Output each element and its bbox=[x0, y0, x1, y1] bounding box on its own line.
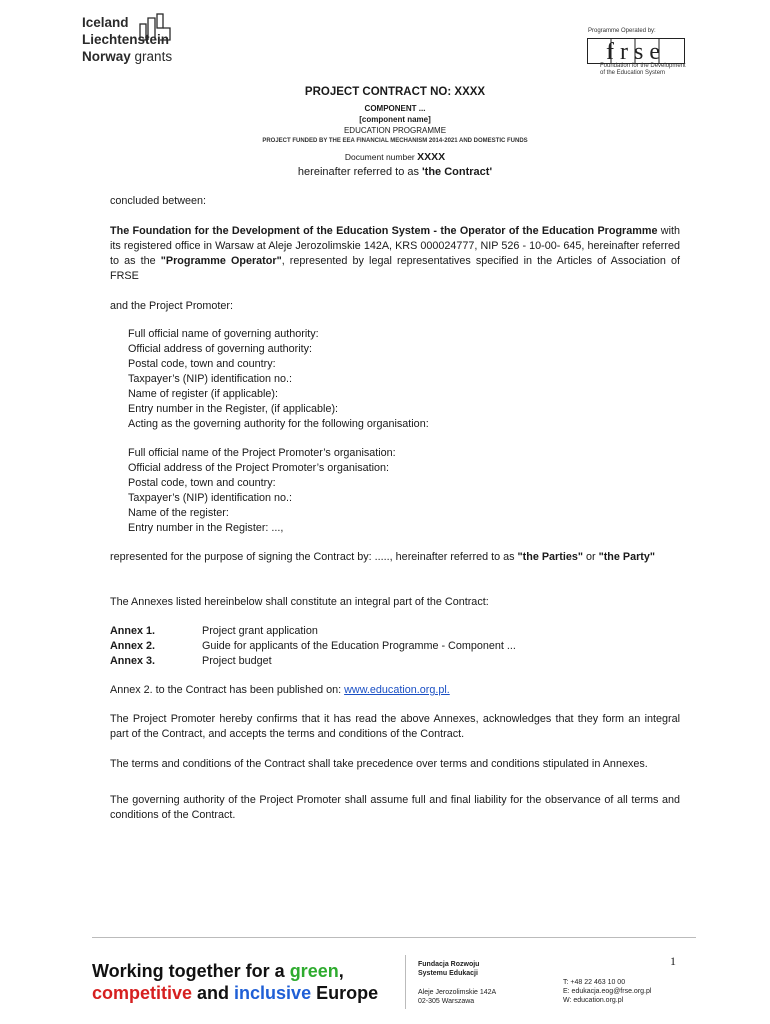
footer-website[interactable]: W: education.org.pl bbox=[563, 997, 624, 1004]
concluded-between: concluded between: bbox=[110, 195, 207, 207]
precedence-paragraph: The terms and conditions of the Contract shall take precedence over terms and conditions stipulated in Annexes. bbox=[110, 758, 648, 770]
frse-logo-icon bbox=[587, 38, 685, 64]
component-line: COMPONENT ... bbox=[364, 104, 426, 113]
operator-name: The Foundation for the Development of the Education System - the Operator of the Education Programme bbox=[110, 225, 658, 237]
liability-paragraph: The governing authority of the Project Promoter shall assume full and final liability for the observance of all terms and conditions of the Contract. bbox=[110, 794, 680, 821]
form-field-label: Taxpayer’s (NIP) identification no.: bbox=[128, 492, 293, 504]
confirmation-paragraph: The Project Promoter hereby confirms that it has read the above Annexes, acknowledges that they form an integral part of the Contract, and accepts the terms and conditions of the Contract. bbox=[110, 713, 680, 740]
frse-logo-text: frse bbox=[606, 39, 666, 64]
annex-value: Project grant application bbox=[202, 625, 318, 637]
form-field-label: Entry number in the Register, (if applicable): bbox=[128, 403, 339, 415]
footer-org-name: Fundacja Rozwoju Systemu Edukacji bbox=[418, 961, 480, 977]
eea-line-norway: Norway grants bbox=[82, 49, 173, 64]
form-field-label: Entry number in the Register: ..., bbox=[128, 522, 284, 534]
published-paragraph: Annex 2. to the Contract has been published on: www.education.org.pl. bbox=[110, 684, 450, 696]
footer-contact bbox=[563, 978, 651, 1005]
form-field-label: Name of the register: bbox=[128, 507, 229, 519]
annex-key: Annex 1. bbox=[110, 625, 156, 637]
eea-grants-mark-icon bbox=[138, 12, 172, 42]
form-field-label: Name of register (if applicable): bbox=[128, 388, 279, 400]
footer-separator bbox=[405, 955, 406, 1009]
footer-address: Aleje Jerozolimskie 142A 02-305 Warszawa bbox=[418, 989, 497, 1005]
footer-email[interactable]: E: edukacja.eog@frse.org.pl bbox=[563, 988, 652, 995]
component-name: [component name] bbox=[359, 115, 431, 124]
operator-paragraph: The Foundation for the Development of the Education System - the Operator of the Education Programme with its registered office in Warsaw at Aleje Jerozolimskie 142A, KRS 000024777, NIP 526 - 10-00- 645, hereinafter referred to as the "Programme Operator", represented by legal representatives specified in the Articles of Association of FRSE bbox=[110, 225, 680, 282]
page-number: 1 bbox=[670, 954, 676, 968]
document-number: Document number XXXX bbox=[344, 151, 446, 163]
annexes-intro: The Annexes listed hereinbelow shall constitute an integral part of the Contract: bbox=[110, 596, 489, 608]
form-field-label: Official address of governing authority: bbox=[128, 343, 313, 355]
annex-list bbox=[110, 624, 680, 669]
form-field-label: Full official name of governing authority: bbox=[128, 328, 319, 340]
frse-caption: Programme Operated by: bbox=[588, 28, 656, 34]
and-project-promoter: and the Project Promoter: bbox=[110, 300, 234, 312]
frse-subtitle: Foundation for the Development of the Education System bbox=[600, 63, 686, 76]
funding-line: PROJECT FUNDED BY THE EEA FINANCIAL MECHANISM 2014-2021 AND DOMESTIC FUNDS bbox=[262, 138, 528, 144]
eea-line-iceland: Iceland bbox=[82, 15, 129, 30]
form-field-label: Full official name of the Project Promoter’s organisation: bbox=[128, 447, 396, 459]
eea-line-liechtenstein: Liechtenstein bbox=[82, 32, 170, 47]
authority-fields bbox=[128, 327, 429, 432]
footer-phone: T: +48 22 463 10 00 bbox=[563, 979, 626, 986]
promoter-fields bbox=[128, 446, 396, 536]
contract-title: PROJECT CONTRACT NO: XXXX bbox=[304, 86, 486, 98]
contract-reference: hereinafter referred to as 'the Contract' bbox=[297, 166, 493, 178]
footer-divider bbox=[92, 937, 696, 938]
programme-name: EDUCATION PROGRAMME bbox=[343, 126, 447, 135]
form-field-label: Postal code, town and country: bbox=[128, 477, 276, 489]
represented-paragraph: represented for the purpose of signing the Contract by: ....., hereinafter referred to as "the Parties" or "the Party" bbox=[110, 551, 656, 563]
annex-value: Guide for applicants of the Education Programme - Component ... bbox=[202, 640, 516, 652]
eea-grants-word: grants bbox=[134, 49, 173, 64]
form-field-label: Official address of the Project Promoter’s organisation: bbox=[128, 462, 390, 474]
annex-value: Project budget bbox=[202, 655, 272, 667]
footer-slogan: Working together for a green, competitive and inclusive Europe bbox=[92, 961, 379, 1003]
annex-key: Annex 2. bbox=[110, 640, 156, 652]
education-website-link[interactable]: www.education.org.pl. bbox=[344, 684, 450, 696]
annex-key: Annex 3. bbox=[110, 655, 156, 667]
form-field-label: Acting as the governing authority for the following organisation: bbox=[128, 418, 429, 430]
form-field-label: Taxpayer’s (NIP) identification no.: bbox=[128, 373, 293, 385]
form-field-label: Postal code, town and country: bbox=[128, 358, 276, 370]
